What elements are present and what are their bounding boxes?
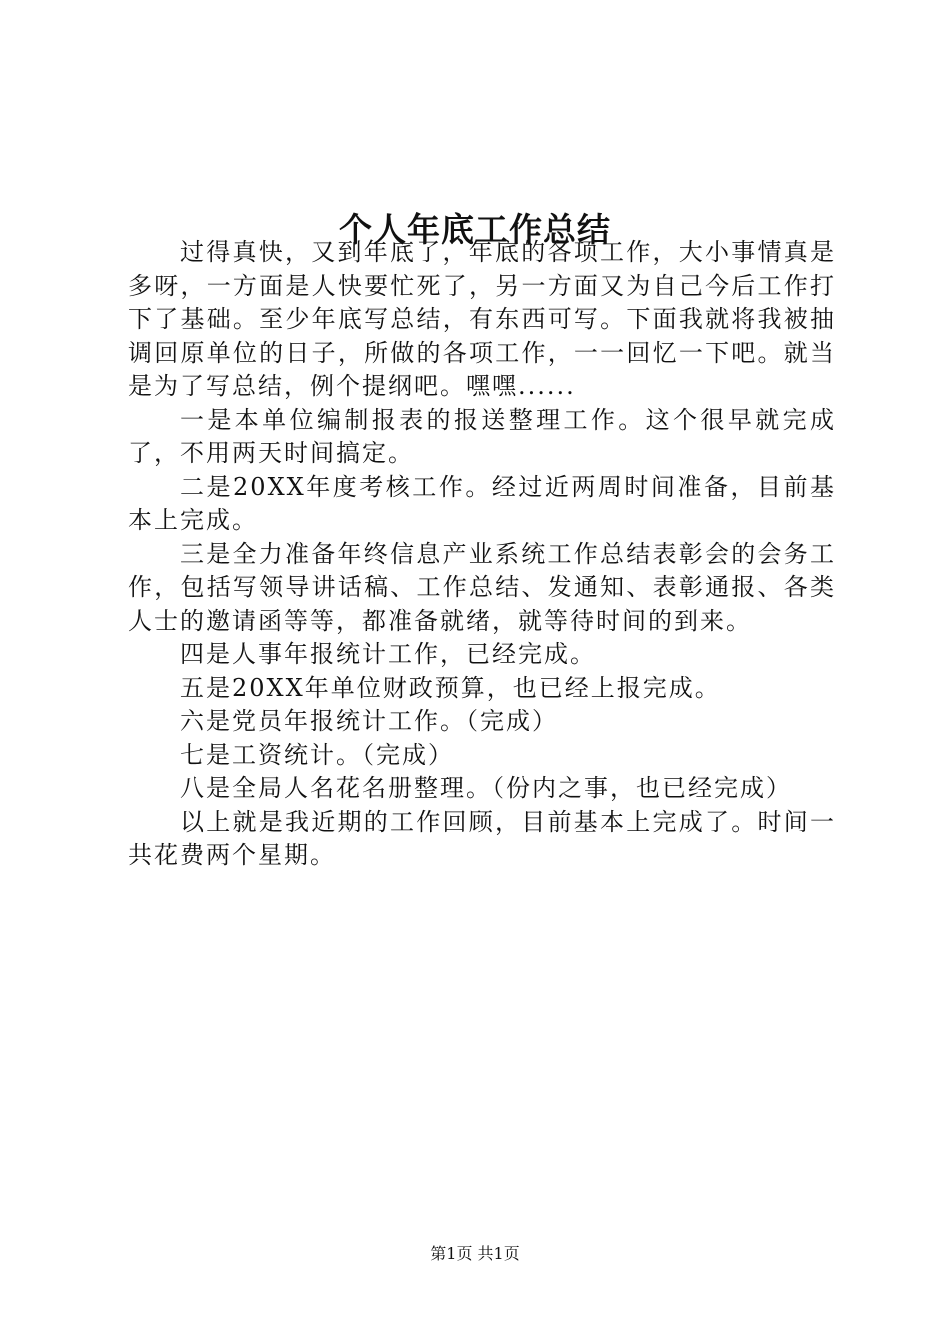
document-title: 个人年底工作总结 [339,210,611,250]
document-body [128,236,836,873]
paragraph-item-1: 一是本单位编制报表的报送整理工作。这个很早就完成了，不用两天时间搞定。 [128,405,836,467]
paragraph-item-4: 四是人事年报统计工作，已经完成。 [180,640,596,668]
paragraph-item-5: 五是20XX年单位财政预算，也已经上报完成。 [180,673,721,702]
paragraph-item-3: 三是全力准备年终信息产业系统工作总结表彰会的会务工作，包括写领导讲话稿、工作总结、发通知、表彰通报、各类人士的邀请函等等，都准备就绪，就等待时间的到来。 [128,539,836,635]
paragraph-item-6: 六是党员年报统计工作。（完成） [180,707,558,735]
paragraph-item-7: 七是工资统计。（完成） [180,740,454,769]
page-footer: 第1页 共1页 [430,1244,520,1263]
paragraph-item-2: 二是20XX年度考核工作。经过近两周时间准备，目前基本上完成。 [128,472,836,534]
paragraph-item-8: 八是全局人名花名册整理。（份内之事，也已经完成） [180,774,792,802]
paragraph-conclusion: 以上就是我近期的工作回顾，目前基本上完成了。时间一共花费两个星期。 [128,807,836,869]
paragraph-intro: 过得真快，又到年底了，年底的各项工作，大小事情真是多呀，一方面是人快要忙死了，另一方面又为自己今后工作打下了基础。至少年底写总结，有东西可写。下面我就将我被抽调回原单位的日子，所做的各项工作，一一回忆一下吧。就当是为了写总结，例个提纲吧。嘿嘿...... [128,238,836,400]
